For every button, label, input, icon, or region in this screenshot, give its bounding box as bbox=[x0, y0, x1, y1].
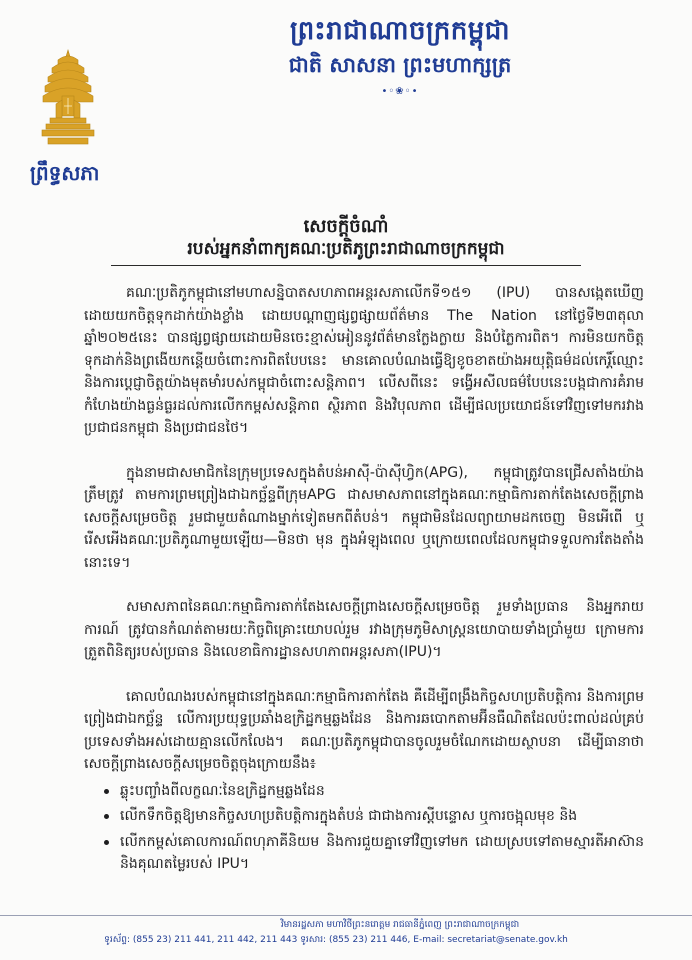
bullet-item: លើកកម្ពស់គោលការណ៍ពហុភាគីនិយម និងការជួយគ្នាទៅវិញទៅមក ដោយស្របទៅតាមស្មារតីអាស៊ាន និងគុណតម្លៃរបស់ IPU។ bbox=[104, 831, 644, 876]
footer-address: វិមានរដ្ឋសភា មហាវិថីព្រះនរោត្តម រាជធានីភ្នំពេញ ព្រះរាជាណាចក្រកម្ពុជា bbox=[280, 920, 520, 930]
paragraph: សមាសភាពនៃគណៈកម្មាធិការតាក់តែងសេចក្ដីព្រាងសេចក្ដីសម្រេចចិត្ត រួមទាំងប្រធាន និងអ្នករាយការណ៍ ត្រូវបានកំណត់តាមរយៈកិច្ចពិគ្រោះយោបល់រួម រវាងក្រុមភូមិសាស្ត្រនយោបាយទាំងប្រាំមួយ ក្រោមការត្រួតពិនិត្យរបស់ប្រធាន និងលេខាធិការដ្ឋានសហភាពអន្តរសភា(IPU)។ bbox=[84, 599, 644, 660]
bullet-list bbox=[84, 780, 644, 876]
kingdom-title: ព្រះរាជាណាចក្រកម្ពុជា bbox=[290, 16, 510, 46]
paragraph: ក្នុងនាមជាសមាជិកនៃក្រុមប្រទេសក្នុងតំបន់អាស៊ី-ប៉ាស៊ីហ្វិក(APG), កម្ពុជាត្រូវបានជ្រើសតាំងយ៉ាងត្រឹមត្រូវ តាមការព្រមព្រៀងជាឯកច្ឆ័ន្ទពីក្រុមAPG ជាសមាសភាពនៅក្នុងគណៈកម្មាធិការតាក់តែងសេចក្ដីព្រាងសេចក្ដីសម្រេចចិត្ត រួមជាមួយតំណាងម្នាក់ទៀតមកពីតំបន់។ កម្ពុជាមិនដែលព្យាយាមដកចេញ មិនអើពើ ឬរើសអើងគណៈប្រតិភូណាមួយឡើយ—មិនថា មុន ក្នុងអំឡុងពេល ឬក្រោយពេលដែលកម្ពុជាទទួលការតែងតាំងនោះទេ។ bbox=[84, 464, 644, 571]
document-subtitle: របស់អ្នកនាំពាក្យគណៈប្រតិភូព្រះរាជាណាចក្រកម្ពុជា bbox=[96, 238, 596, 266]
document-title: សេចក្ដីចំណាំ bbox=[303, 216, 389, 237]
paragraph: គណៈប្រតិភូកម្ពុជានៅមហាសន្និបាតសហភាពអន្តរសភាលើកទី១៥១ (IPU) បានសង្កេតឃើញដោយយកចិត្តទុកដាក់យ៉ាងខ្លាំង ដោយបណ្ដាញផ្សព្វផ្សាយព័ត៌មាន The Nation នៅថ្ងៃទី២៣តុលា ឆ្នាំ២០២៥នេះ បានផ្សព្វផ្សាយដោយមិនចេះខ្មាស់អៀននូវព័ត៌មានក្លែងក្លាយ និងបំភ្លៃការពិត។ ការមិនយកចិត្តទុកដាក់និងព្រងើយកន្តើយចំពោះការពិតបែបនេះ មានគោលបំណងធ្វើឱ្យខូចខាតយ៉ាងអយុត្តិធម៌ដល់កេរ្តិ៍ឈ្មោះ និងការប្ដេជ្ញាចិត្តយ៉ាងមុតមាំរបស់កម្ពុជាចំពោះសន្តិភាព។ លើសពីនេះ ទង្វើអសីលធម៌បែបនេះបង្កជាការគំរាមកំហែងយ៉ាងធ្ងន់ធ្ងរដល់ការលើកកម្ពស់សន្តិភាព ស្ថិរភាព និងវិបុលភាព ដើម្បីផលប្រយោជន៍ទៅវិញទៅមករវាងប្រជាជនកម្ពុជា និងប្រជាជនថៃ។ bbox=[84, 285, 644, 436]
ornament-divider: •◦❀◦• bbox=[381, 86, 419, 97]
paragraph: គោលបំណងរបស់កម្ពុជានៅក្នុងគណៈកម្មាធិការតាក់តែង គឺដើម្បីពង្រឹងកិច្ចសហប្រតិបត្តិការ និងការព្រមព្រៀងជាឯកច្ឆ័ន្ទ លើការប្រយុទ្ធប្រឆាំងឧក្រិដ្ឋកម្មឆ្លងដែន និងការឆបោកតាមអ៊ីនធឺណិតដែលប៉ះពាល់ដល់គ្រប់ប្រទេសទាំងអស់ដោយគ្មានលើកលែង។ គណៈប្រតិភូកម្ពុជាបានចូលរួមចំណែកដោយស្ថាបនា ដើម្បីធានាថាសេចក្ដីព្រាងសេចក្ដីសម្រេចចិត្តចុងក្រោយនឹង៖ bbox=[84, 688, 644, 772]
institution-label: ព្រឹទ្ធសភា bbox=[30, 161, 100, 185]
senate-emblem-icon bbox=[40, 46, 96, 150]
bullet-item: លើកទឹកចិត្តឱ្យមានកិច្ចសហប្រតិបត្តិការក្នុងតំបន់ ជាជាងការស្តីបន្ទោស ឬការចង្អុលមុខ និង bbox=[104, 805, 644, 828]
bullet-item: ឆ្លុះបញ្ចាំងពីលក្ខណៈនៃឧក្រិដ្ឋកម្មឆ្លងដែន bbox=[104, 780, 644, 803]
footer-contact: ទូរស័ព្ទ: (855 23) 211 441, 211 442, 211 443 ទូរសារ: (855 23) 211 446, E-mail: secretariat@senate.gov.kh bbox=[104, 935, 568, 945]
document-body bbox=[84, 282, 644, 879]
national-motto: ជាតិ សាសនា ព្រះមហាក្សត្រ bbox=[288, 53, 512, 77]
footer-divider bbox=[0, 915, 692, 916]
